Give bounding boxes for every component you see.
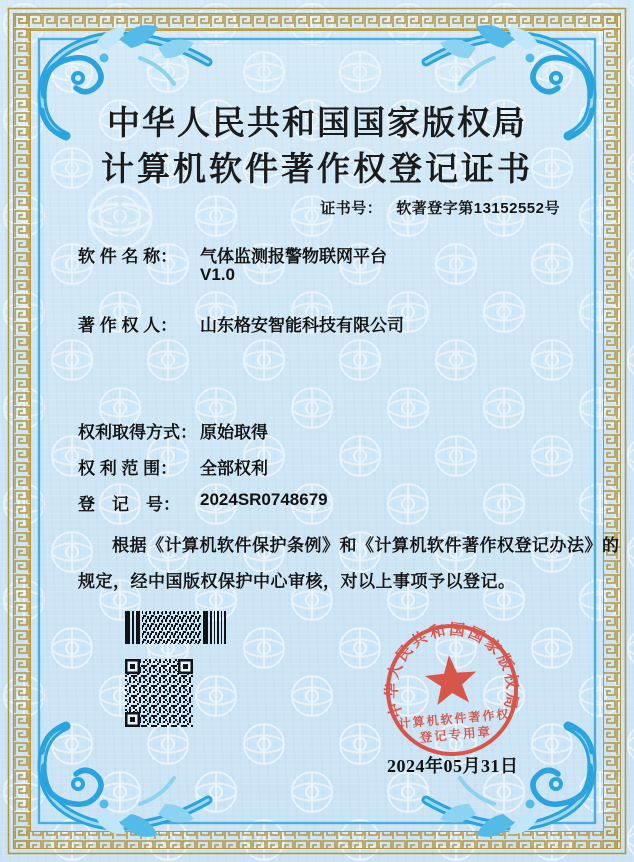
registration-number-value: 2024SR0748679 [200,490,328,509]
rights-scope-label: 权 利 范 围： [78,459,178,478]
seal-inner-line1: 计算机软件著作权 [398,707,511,731]
software-version-value: V1.0 [200,265,235,284]
acquisition-method-label: 权利取得方式： [78,423,197,442]
certificate-title: 计算机软件著作权登记证书 [101,152,533,188]
registration-statement-line1: 根据《计算机软件保护条例》和《计算机软件著作权登记办法》的 [112,536,620,555]
authority-title: 中华人民共和国国家版权局 [107,106,527,142]
qr-code [125,659,193,727]
registration-statement-line2: 规定，经中国版权保护中心审核，对以上事项予以登记。 [78,572,516,591]
software-name-value: 气体监测报警物联网平台 [200,247,387,266]
seal-inner-line2: 登记专用章 [419,724,493,745]
software-name-label: 软 件 名 称： [78,247,178,266]
certificate-number-value: 软著登字第13152552号 [396,200,560,217]
certificate-number-label: 证书号： [320,200,383,217]
seal-ring-text: 中华人民共和国国家版权局 [383,621,521,721]
official-seal [380,618,525,763]
barcode [125,611,228,644]
rights-scope-value: 全部权利 [200,459,268,478]
issue-date: 2024年05月31日 [387,756,519,776]
copyright-owner-label: 著 作 权 人： [78,316,178,335]
copyright-owner-value: 山东格安智能科技有限公司 [200,316,404,335]
registration-number-label: 登 记 号： [78,495,180,514]
seal-star [423,653,478,706]
certificate-number [320,197,560,218]
acquisition-method-value: 原始取得 [200,423,268,442]
